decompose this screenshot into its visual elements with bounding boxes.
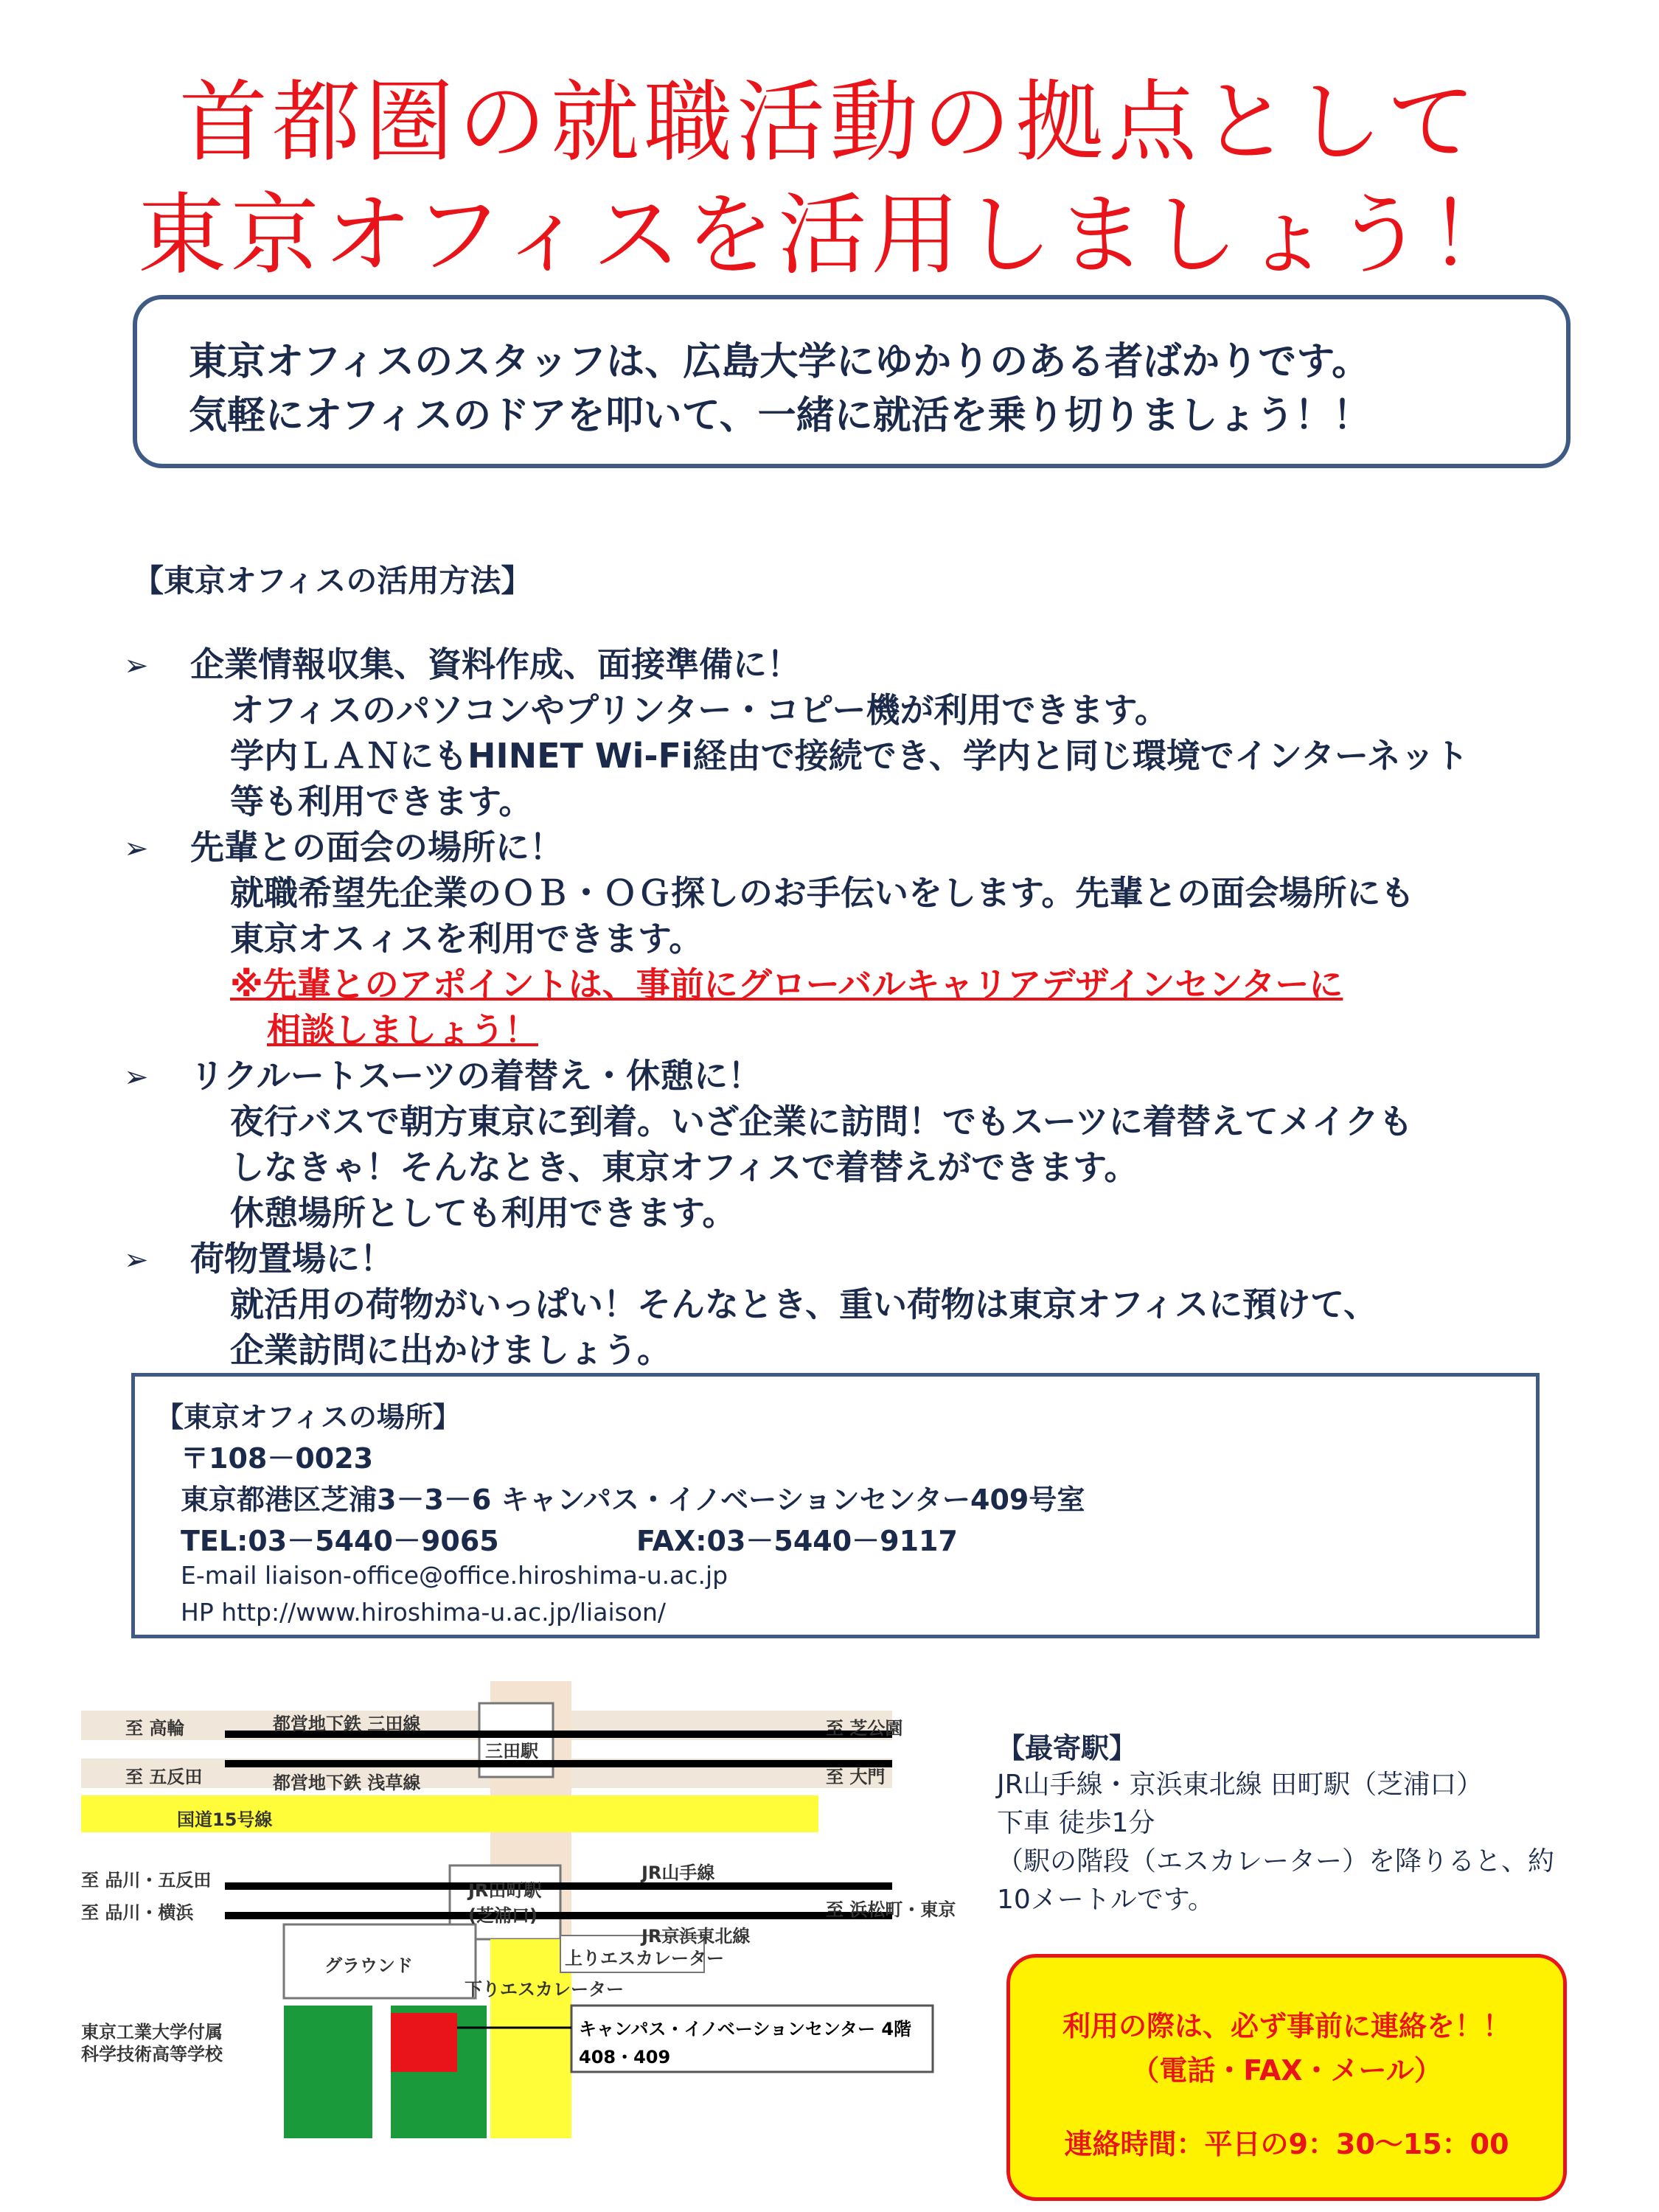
notice-line2: （電話・FAX・メール）	[1131, 2054, 1442, 2087]
usage-item-title: リクルートスーツの着替え・休憩に！	[190, 1056, 762, 1096]
email[interactable]: E-mail liaison-office@office.hiroshima-u.ac.jp	[181, 1561, 728, 1590]
location-heading: 【東京オフィスの場所】	[156, 1401, 461, 1433]
intro-line2: 気軽にオフィスのドアを叩いて、一緒に就活を乗り切りましょう！！	[189, 394, 1371, 438]
bullet-icon: ➢	[124, 832, 149, 866]
bullet-icon: ➢	[124, 1243, 149, 1277]
map-label-to-shibakoen: 至 芝公園	[826, 1718, 903, 1739]
map-label-jr-station: JR田町駅	[468, 1880, 542, 1901]
bullet-icon: ➢	[124, 1060, 149, 1094]
usage-item-line: 企業訪問に出かけましょう。	[230, 1330, 671, 1370]
map-label-mita-line: 都営地下鉄 三田線	[273, 1714, 421, 1734]
notice-line1: 利用の際は、必ず事前に連絡を！！	[1062, 2010, 1511, 2042]
nearest-line4: 10メートルです。	[997, 1885, 1214, 1915]
map-label-ground: グラウンド	[324, 1955, 413, 1976]
map-label-up-escalator: 上りエスカレーター	[565, 1948, 724, 1969]
map-label-jr-station-sub: (芝浦口)	[468, 1905, 538, 1926]
map-label-route15: 国道15号線	[177, 1809, 273, 1830]
map-label-school: 東京工業大学付属	[81, 2022, 223, 2042]
map-label-to-shinagawa-gotanda: 至 品川・五反田	[81, 1870, 212, 1891]
map-label-mita-station: 三田駅	[485, 1741, 538, 1761]
location-box	[131, 1373, 1540, 1638]
map-label-cic-rooms: 408・409	[579, 2047, 671, 2067]
intro-box	[133, 295, 1571, 468]
map-label-asakusa-line: 都営地下鉄 浅草線	[273, 1773, 421, 1793]
map-label-to-takanawa: 至 高輪	[125, 1718, 185, 1739]
nearest-station	[997, 1725, 1646, 1947]
map-label-to-daimon: 至 大門	[826, 1767, 886, 1787]
map-label-cic: キャンパス・イノベーションセンター 4階	[579, 2019, 912, 2039]
tel: TEL:03－5440－9065	[181, 1525, 499, 1557]
nearest-line3: （駅の階段（エスカレーター）を降りると、約	[997, 1846, 1555, 1877]
map-label-to-gotanda: 至 五反田	[125, 1767, 203, 1787]
usage-heading: 【東京オフィスの活用方法】	[133, 563, 532, 599]
homepage-link[interactable]: HP http://www.hiroshima-u.ac.jp/liaison/	[181, 1598, 667, 1627]
notice-line3: 連絡時間：平日の9：30〜15：00	[1064, 2128, 1509, 2160]
nearest-line1: JR山手線・京浜東北線 田町駅（芝浦口）	[997, 1770, 1484, 1800]
usage-item-line: 就職希望先企業のＯＢ・ＯＧ探しのお手伝いをします。先輩との面会場所にも	[230, 873, 1415, 913]
usage-item-title: 企業情報収集、資料作成、面接準備に！	[190, 644, 801, 684]
usage-item-line: 休憩場所としても利用できます。	[230, 1193, 737, 1233]
postal-code: 〒108－0023	[181, 1442, 374, 1475]
map-label-yamanote: JR山手線	[641, 1863, 715, 1883]
intro-line1: 東京オフィスのスタッフは、広島大学にゆかりのある者ばかりです。	[189, 340, 1371, 384]
usage-item-title: 荷物置場に！	[190, 1239, 394, 1279]
map-label-to-hamamatsucho: 至 浜松町・東京	[826, 1899, 956, 1920]
map-label-to-shinagawa-yokohama: 至 品川・横浜	[81, 1902, 194, 1923]
nearest-heading: 【最寄駅】	[997, 1732, 1138, 1764]
map-label-down-escalator: 下りエスカレーター	[465, 1979, 624, 2000]
usage-item-line: オフィスのパソコンやプリンター・コピー機が利用できます。	[230, 690, 1169, 730]
nearest-line2: 下車 徒歩1分	[997, 1808, 1155, 1838]
usage-item-line: 学内ＬＡＮにもHINET Wi-Fi経由で接続でき、学内と同じ環境でインターネット	[230, 736, 1469, 776]
map-label-school-sub: 科学技術高等学校	[81, 2044, 223, 2065]
bullet-icon: ➢	[124, 649, 149, 683]
usage-note-line: ※先輩とのアポイントは、事前にグローバルキャリアデザインセンターに	[230, 964, 1343, 1004]
access-map	[81, 1681, 981, 2138]
usage-note-line: 相談しましょう！	[267, 1010, 538, 1050]
page-title-line1: 首都圏の就職活動の拠点として	[179, 72, 1480, 174]
address: 東京都港区芝浦3－3－6 キャンパス・イノベーションセンター409号室	[181, 1484, 1085, 1516]
usage-item-line: 東京オスィスを利用できます。	[230, 919, 703, 959]
page-title-line2: 東京オフィスを活用しましょう！	[137, 184, 1522, 287]
usage-item-line: しなきゃ！そんなとき、東京オフィスで着替えができます。	[230, 1147, 1138, 1187]
usage-item-title: 先輩との面会の場所に！	[190, 827, 563, 867]
fax: FAX:03－5440－9117	[636, 1525, 958, 1557]
usage-item-line: 就活用の荷物がいっぱい！そんなとき、重い荷物は東京オフィスに預けて、	[230, 1284, 1378, 1324]
contact-notice	[1006, 1954, 1567, 2201]
usage-item-line: 等も利用できます。	[230, 782, 533, 821]
usage-item-line: 夜行バスで朝方東京に到着。いざ企業に訪問！でもスーツに着替えてメイクも	[230, 1102, 1413, 1141]
map-label-keihin: JR京浜東北線	[641, 1926, 751, 1947]
